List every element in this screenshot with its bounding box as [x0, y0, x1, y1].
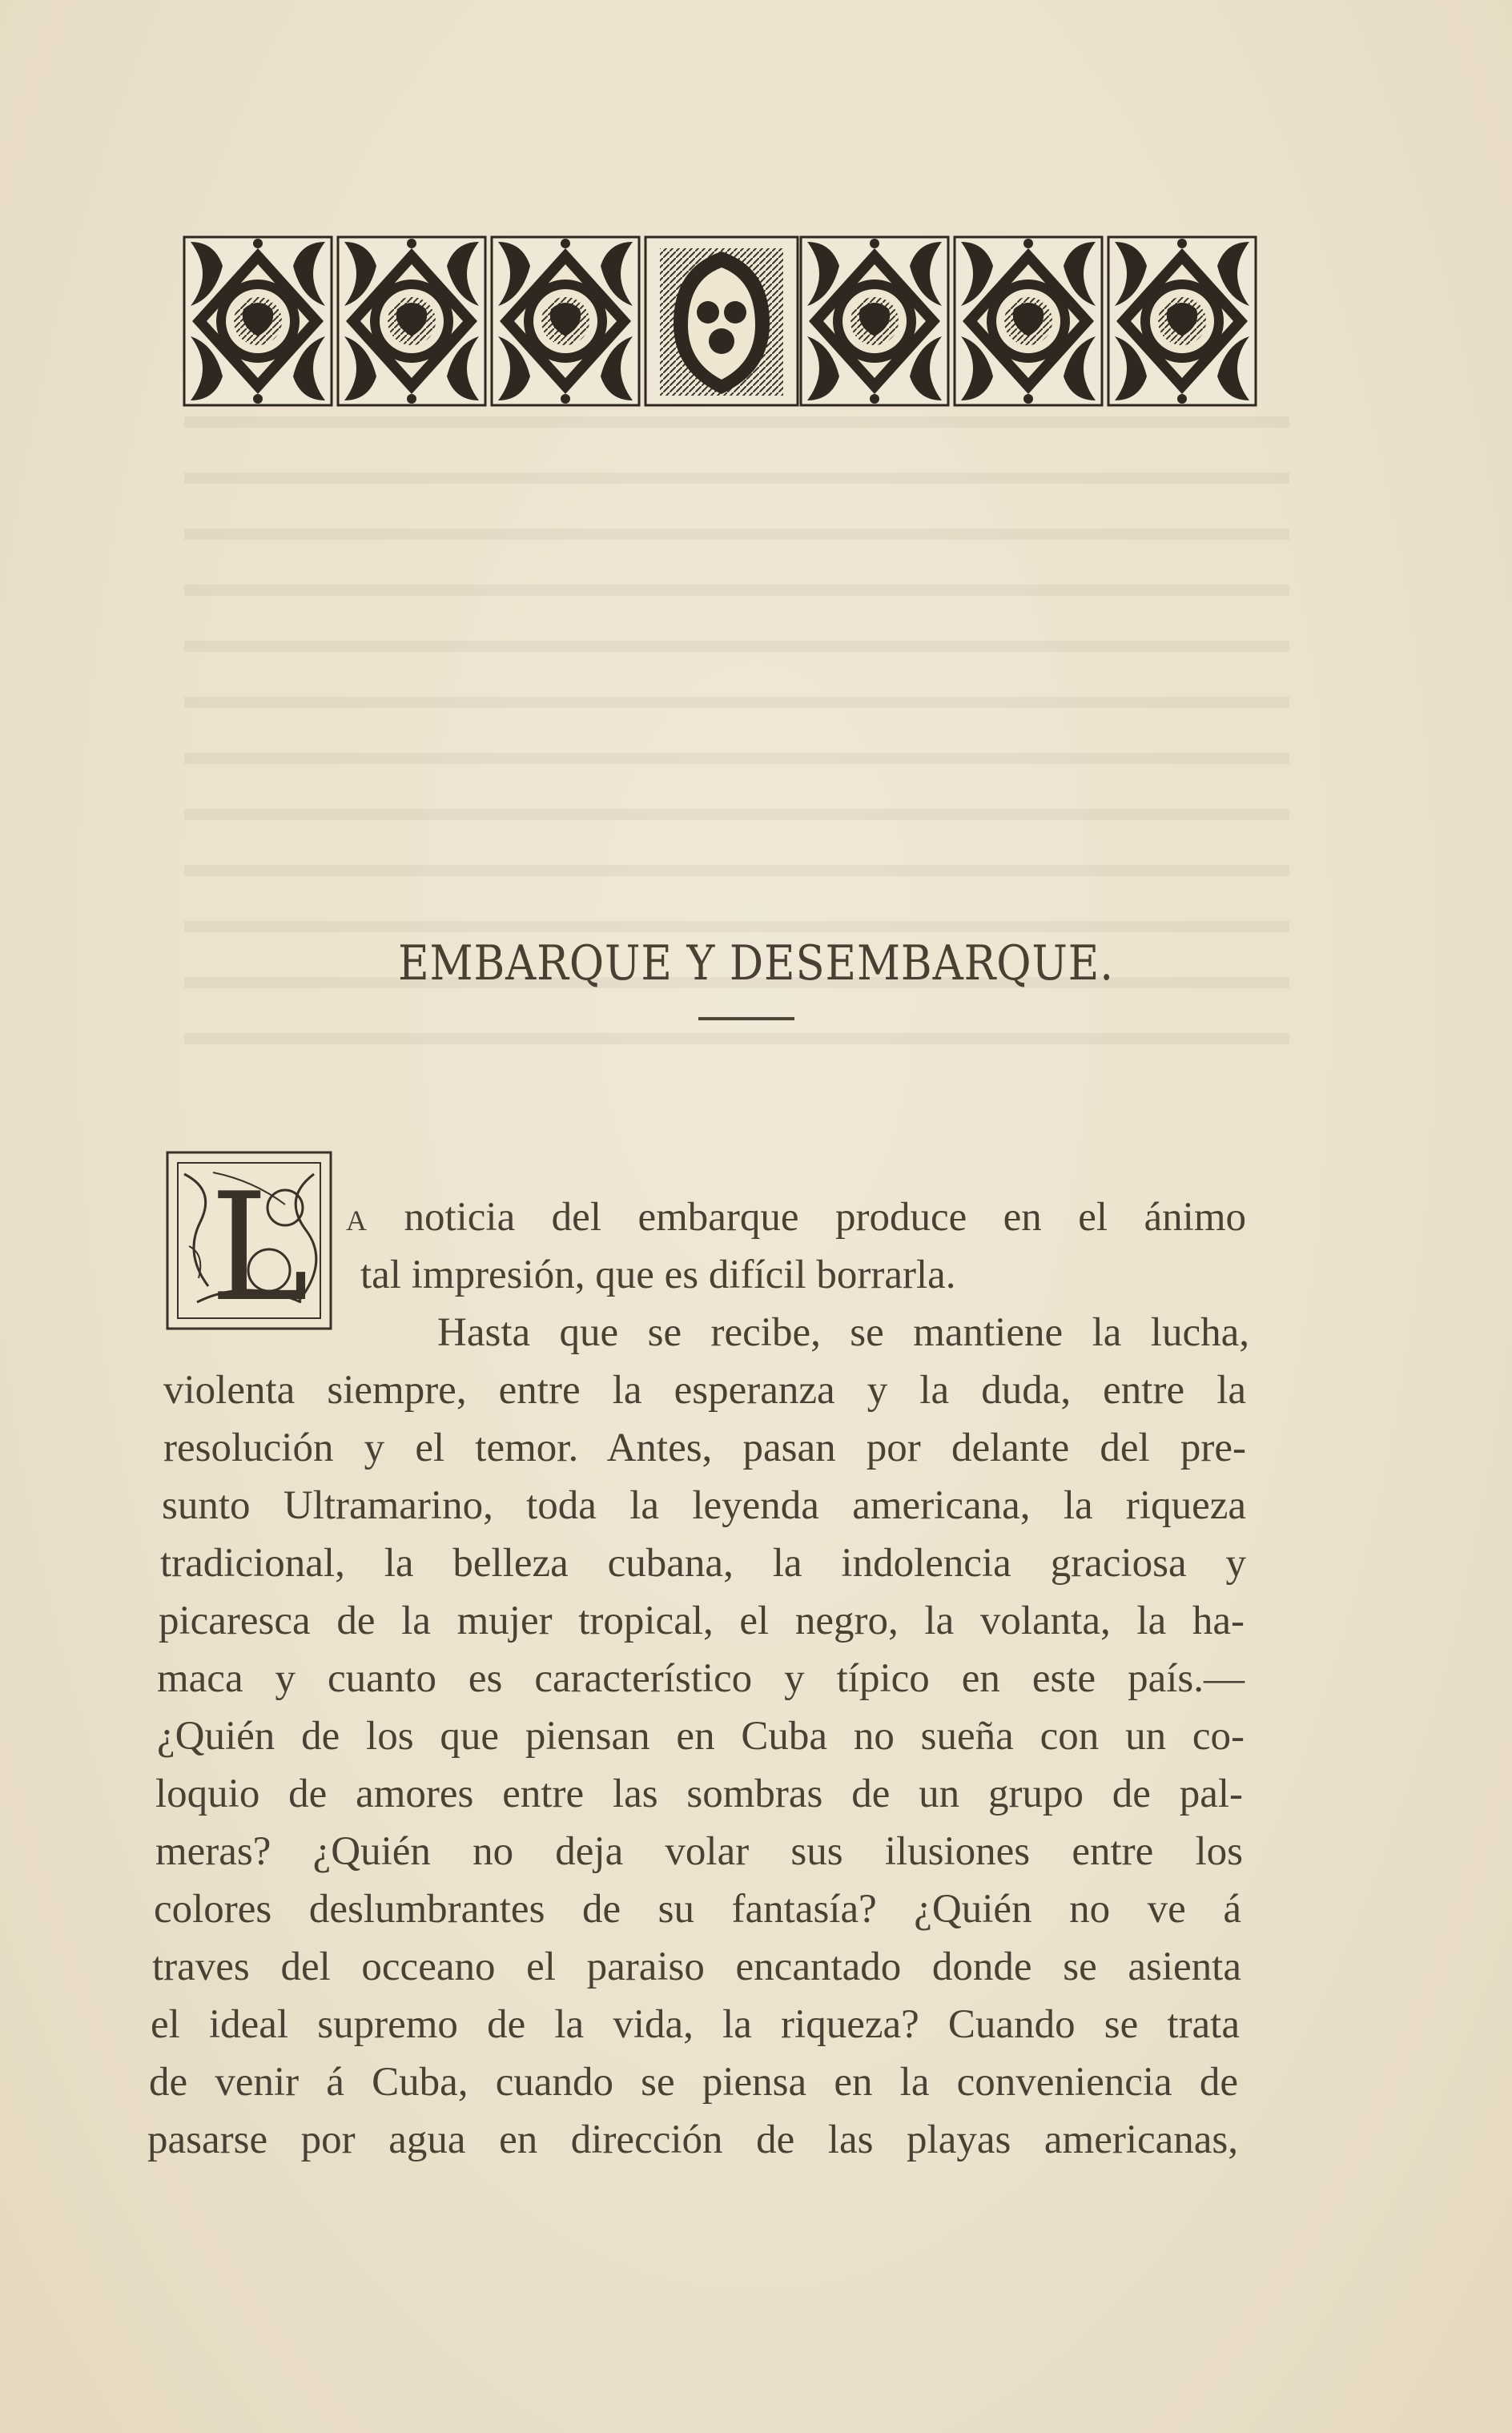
text-line-13: colores deslumbrantes de su fantasía? ¿Quién no ve á: [154, 1887, 1241, 1932]
title-divider: [698, 1017, 794, 1020]
text-line-1-rest: noticia del embarque produce en el ánimo: [368, 1195, 1246, 1240]
text-line-9: maca y cuanto es característico y típico en este país.—: [157, 1656, 1245, 1701]
text-line-4: violenta siempre, entre la esperanza y la duda, entre la: [163, 1368, 1246, 1413]
smallcap-a: A: [346, 1204, 368, 1237]
text-line-14: traves del occeano el paraiso encantado donde se asienta: [152, 1944, 1241, 1989]
dropcap-letter: L: [210, 1160, 309, 1331]
text-line-1: [346, 1188, 1246, 1246]
text-line-7: tradicional, la belleza cubana, la indolencia graciosa y: [160, 1541, 1246, 1586]
text-line-17: pasarse por agua en dirección de las playas americanas,: [147, 2117, 1238, 2162]
ornamental-header-band: [183, 232, 1261, 410]
text-line-11: loquio de amores entre las sombras de un grupo de pal-: [155, 1771, 1243, 1816]
text-line-2: tal impresión, que es difícil borrarla.: [360, 1253, 956, 1297]
text-line-3: Hasta que se recibe, se mantiene la lucha,: [437, 1310, 1249, 1355]
chapter-title: EMBARQUE Y DESEMBARQUE.: [398, 935, 1114, 991]
text-line-10: ¿Quién de los que piensan en Cuba no sueña con un co-: [157, 1714, 1245, 1759]
ornamental-dropcap-L: [165, 1150, 333, 1331]
text-line-6: sunto Ultramarino, toda la leyenda americana, la riqueza: [162, 1483, 1246, 1528]
text-line-8: picaresca de la mujer tropical, el negro, la volanta, la ha-: [159, 1599, 1245, 1643]
text-line-12: meras? ¿Quién no deja volar sus ilusiones entre los: [155, 1829, 1243, 1874]
text-line-5: resolución y el temor. Antes, pasan por delante del pre-: [163, 1426, 1246, 1470]
text-line-15: el ideal supremo de la vida, la riqueza? Cuando se trata: [151, 2002, 1240, 2047]
text-line-16: de venir á Cuba, cuando se piensa en la conveniencia de: [149, 2060, 1238, 2105]
